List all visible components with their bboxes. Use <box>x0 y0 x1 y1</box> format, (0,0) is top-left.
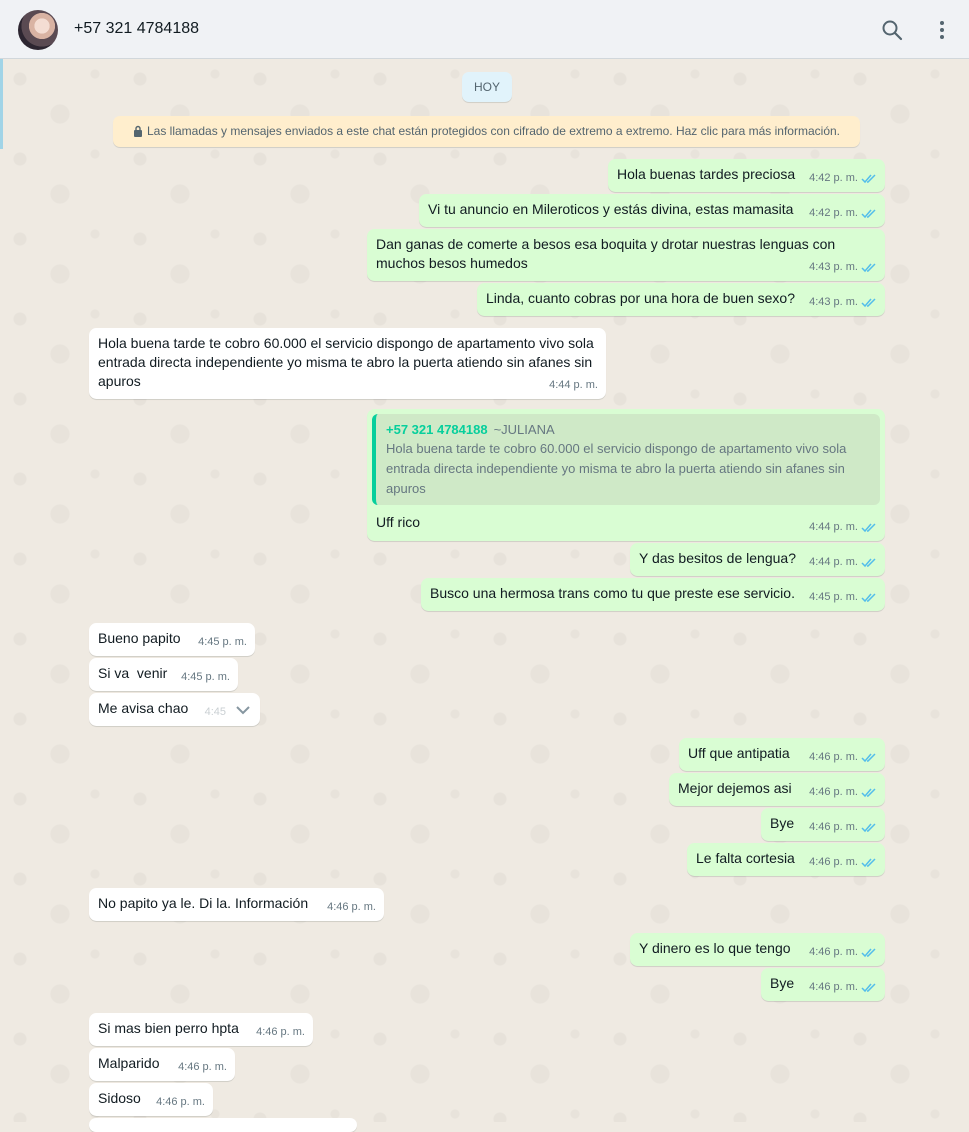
message-time: 4:46 p. m. <box>809 786 858 798</box>
message-time: 4:46 p. m. <box>156 1096 205 1108</box>
double-check-icon <box>861 822 877 833</box>
message-bubble-incoming[interactable] <box>89 1083 213 1116</box>
chat-header <box>0 0 969 59</box>
quote-pushname: ~JULIANA <box>493 422 555 437</box>
message-bubble-outgoing[interactable] <box>419 194 885 227</box>
message-text: Uff que antipatia <box>688 745 790 761</box>
menu-dots-icon[interactable] <box>930 18 954 42</box>
double-check-icon <box>861 557 877 568</box>
message-text: Bye <box>770 815 795 831</box>
double-check-icon <box>861 982 877 993</box>
message-text: Bueno papito <box>98 630 181 646</box>
encryption-notice[interactable] <box>113 116 860 147</box>
message-bubble-outgoing[interactable] <box>608 159 885 192</box>
message-time: 4:46 p. m. <box>327 901 376 913</box>
message-time: 4:43 p. m. <box>809 261 858 273</box>
message-bubble-outgoing[interactable] <box>687 843 885 876</box>
message-text: Dan ganas de comerte a besos esa boquita y drotar nuestras lenguas con muchos besos humedos <box>376 236 836 271</box>
message-time: 4:46 p. m. <box>809 946 858 958</box>
message-bubble-outgoing[interactable] <box>630 543 885 576</box>
message-text: Me avisa chao <box>98 700 189 716</box>
quote-text: Hola buena tarde te cobro 60.000 el servicio dispongo de apartamento vivo sola entrada directa independiente yo misma te abro la puerta atiendo sin afanes sin apuros <box>386 441 847 496</box>
message-bubble-outgoing[interactable] <box>367 229 885 281</box>
message-text: Le falta cortesia <box>696 850 795 866</box>
message-bubble-outgoing[interactable] <box>477 283 885 316</box>
message-time: 4:46 p. m. <box>809 981 858 993</box>
message-bubble-incoming[interactable] <box>89 1048 235 1081</box>
message-text: Hola buenas tardes preciosa <box>617 166 796 182</box>
double-check-icon <box>861 947 877 958</box>
message-bubble-incoming[interactable] <box>89 888 384 921</box>
double-check-icon <box>861 297 877 308</box>
message-time: 4:46 p. m. <box>809 856 858 868</box>
message-time: 4:46 p. m. <box>256 1026 305 1038</box>
message-time: 4:46 p. m. <box>178 1061 227 1073</box>
message-text: Sidoso <box>98 1090 141 1106</box>
message-time: 4:45 p. m. <box>181 671 230 683</box>
message-text: Si va venir <box>98 665 168 681</box>
message-bubble-outgoing[interactable] <box>669 773 885 806</box>
double-check-icon <box>861 173 877 184</box>
message-text: Y das besitos de lengua? <box>639 550 796 566</box>
message-time: 4:42 p. m. <box>809 207 858 219</box>
message-time: 4:46 p. m. <box>809 821 858 833</box>
quoted-message[interactable] <box>372 414 880 505</box>
message-time: 4:43 p. m. <box>809 296 858 308</box>
message-bubble-incoming[interactable] <box>89 328 606 399</box>
lock-icon <box>133 125 143 137</box>
double-check-icon <box>861 262 877 273</box>
message-time: 4:44 p. m. <box>549 379 598 391</box>
message-text: Malparido <box>98 1055 160 1071</box>
message-bubble-incoming[interactable] <box>89 658 238 691</box>
message-time: 4:45 p. m. <box>809 591 858 603</box>
quote-author: +57 321 4784188 <box>386 422 488 437</box>
message-time: 4:44 p. m. <box>809 521 858 533</box>
message-text: Hola buena tarde te cobro 60.000 el servicio dispongo de apartamento vivo sola entrada directa independiente yo misma te abro la puerta atiendo sin afanes sin apuros <box>98 335 594 389</box>
message-text: Linda, cuanto cobras por una hora de buen sexo? <box>486 290 796 306</box>
message-bubble-outgoing[interactable] <box>421 578 885 611</box>
message-text: Y dinero es lo que tengo <box>639 940 791 956</box>
message-text: Busco una hermosa trans como tu que preste ese servicio. <box>430 585 795 601</box>
double-check-icon <box>861 592 877 603</box>
contact-name[interactable]: +57 321 4784188 <box>74 20 200 37</box>
message-bubble-incoming-partial[interactable] <box>89 1118 357 1132</box>
message-bubble-outgoing-reply[interactable] <box>367 409 885 541</box>
panel-edge <box>0 59 3 149</box>
message-bubble-incoming[interactable] <box>89 1013 313 1046</box>
double-check-icon <box>861 522 877 533</box>
double-check-icon <box>861 208 877 219</box>
double-check-icon <box>861 752 877 763</box>
message-bubble-outgoing[interactable] <box>630 933 885 966</box>
message-time: 4:45 <box>204 706 226 718</box>
encryption-notice-text: Las llamadas y mensajes enviados a este chat están protegidos con cifrado de extremo a extremo. Haz clic para más información. <box>146 124 840 138</box>
message-text: Uff rico <box>376 514 421 530</box>
message-bubble-outgoing[interactable] <box>761 968 885 1001</box>
day-separator: HOY <box>462 72 512 102</box>
message-bubble-outgoing[interactable] <box>679 738 885 771</box>
double-check-icon <box>861 787 877 798</box>
message-bubble-outgoing[interactable] <box>761 808 885 841</box>
contact-avatar[interactable] <box>18 10 58 50</box>
message-text: Si mas bien perro hpta <box>98 1020 239 1036</box>
message-bubble-incoming[interactable] <box>89 623 255 656</box>
chevron-down-icon[interactable] <box>234 701 252 719</box>
message-time: 4:45 p. m. <box>198 636 247 648</box>
message-time: 4:42 p. m. <box>809 172 858 184</box>
message-text: Vi tu anuncio en Mileroticos y estás divina, estas mamasita <box>428 201 794 217</box>
message-text: Bye <box>770 975 795 991</box>
double-check-icon <box>861 857 877 868</box>
message-text: No papito ya le. Di la. Información <box>98 895 309 911</box>
search-icon[interactable] <box>880 18 904 42</box>
message-bubble-incoming[interactable] <box>89 693 260 726</box>
message-time: 4:44 p. m. <box>809 556 858 568</box>
message-time: 4:46 p. m. <box>809 751 858 763</box>
message-text: Mejor dejemos asi <box>678 780 792 796</box>
